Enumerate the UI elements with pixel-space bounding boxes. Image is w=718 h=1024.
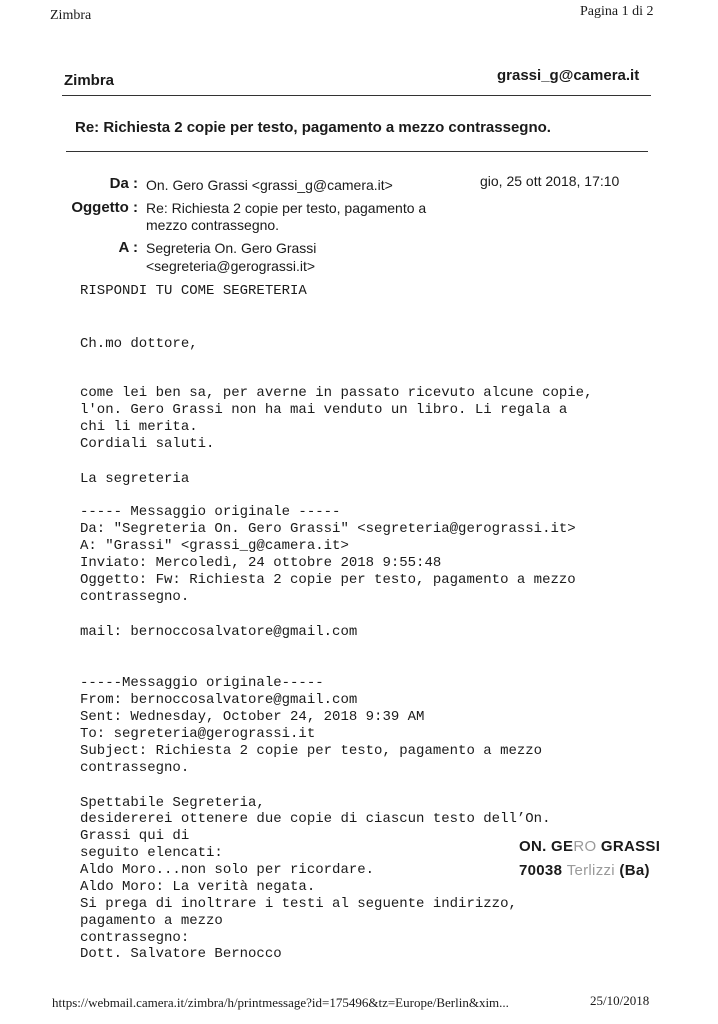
message-subject: Re: Richiesta 2 copie per testo, pagamento a mezzo contrassegno. [75, 119, 551, 136]
address-line2: pagamento a mezzo [80, 913, 223, 929]
from-label: Da : [109, 175, 138, 192]
stamp-line1 [519, 838, 660, 855]
body-greeting: Ch.mo dottore, [80, 336, 198, 352]
orig2-subject-line2: contrassegno. [80, 760, 190, 776]
orig2-from: From: bernoccosalvatore@gmail.com [80, 692, 358, 708]
stamp-line2-part1: 70038 [519, 862, 567, 879]
body-para1-line1: come lei ben sa, per averne in passato ricevuto alcune copie, [80, 385, 593, 401]
orig1-subject-line2: contrassegno. [80, 589, 190, 605]
subject-label: Oggetto : [71, 199, 138, 216]
book-2: Aldo Moro: La verità negata. [80, 879, 316, 895]
subject-value-line2: mezzo contrassegno. [146, 217, 280, 233]
account-email: grassi_g@camera.it [497, 67, 640, 84]
subject-divider [66, 151, 648, 152]
orig2-sent: Sent: Wednesday, October 24, 2018 9:39 AM [80, 709, 425, 725]
header-divider [62, 95, 651, 96]
request-line3: seguito elencati: [80, 845, 223, 861]
page-header-app: Zimbra [50, 8, 92, 23]
orig2-to: To: segreteria@gerograssi.it [80, 726, 316, 742]
footer-url: https://webmail.camera.it/zimbra/h/printmessage?id=175496&tz=Europe/Berlin&xim... [52, 995, 509, 1010]
body-instruction: RISPONDI TU COME SEGRETERIA [80, 283, 307, 299]
stamp-line1-part2: RO [573, 838, 597, 855]
orig2-subject-line1: Subject: Richiesta 2 copie per testo, pagamento a mezzo [80, 743, 543, 759]
orig1-sent: Inviato: Mercoledì, 24 ottobre 2018 9:55:48 [80, 555, 442, 571]
to-value-line2: <segreteria@gerograssi.it> [146, 258, 316, 274]
stamp-line2-part3: (Ba) [614, 862, 650, 879]
to-label: A : [118, 239, 138, 256]
to-value-line1: Segreteria On. Gero Grassi [146, 240, 317, 256]
sender-name: Dott. Salvatore Bernocco [80, 946, 282, 962]
page-number: Pagina 1 di 2 [580, 4, 654, 19]
body-para1-line3: chi li merita. [80, 419, 198, 435]
body-para1-line2: l'on. Gero Grassi non ha mai venduto un libro. Li regala a [80, 402, 568, 418]
orig1-subject-line1: Oggetto: Fw: Richiesta 2 copie per testo, pagamento a mezzo [80, 572, 576, 588]
orig2-header: -----Messaggio originale----- [80, 675, 324, 691]
message-date: gio, 25 ott 2018, 17:10 [480, 173, 620, 189]
body-regards: Cordiali saluti. [80, 436, 215, 452]
orig1-to: A: "Grassi" <grassi_g@camera.it> [80, 538, 349, 554]
mail-line: mail: bernoccosalvatore@gmail.com [80, 624, 358, 640]
subject-value-line1: Re: Richiesta 2 copie per testo, pagamento a [146, 200, 427, 216]
body-signature: La segreteria [80, 471, 190, 487]
request-line2: Grassi qui di [80, 828, 190, 844]
book-1: Aldo Moro...non solo per ricordare. [80, 862, 375, 878]
orig1-from: Da: "Segreteria On. Gero Grassi" <segreteria@gerograssi.it> [80, 521, 576, 537]
from-value: On. Gero Grassi <grassi_g@camera.it> [146, 177, 393, 193]
stamp-line2-part2: Terlizzi [566, 862, 615, 879]
body-salutation: Spettabile Segreteria, [80, 795, 265, 811]
orig1-header: ----- Messaggio originale ----- [80, 504, 341, 520]
address-line3: contrassegno: [80, 930, 190, 946]
request-line1: desidererei ottenere due copie di ciascun testo dell’On. [80, 811, 551, 827]
footer-date: 25/10/2018 [590, 993, 650, 1008]
address-line1: Si prega di inoltrare i testi al seguente indirizzo, [80, 896, 517, 912]
stamp-line1-part3: GRASSI [596, 838, 661, 855]
stamp-line2 [519, 862, 650, 879]
app-title: Zimbra [64, 72, 115, 89]
stamp-line1-part1: ON. GE [519, 838, 574, 855]
